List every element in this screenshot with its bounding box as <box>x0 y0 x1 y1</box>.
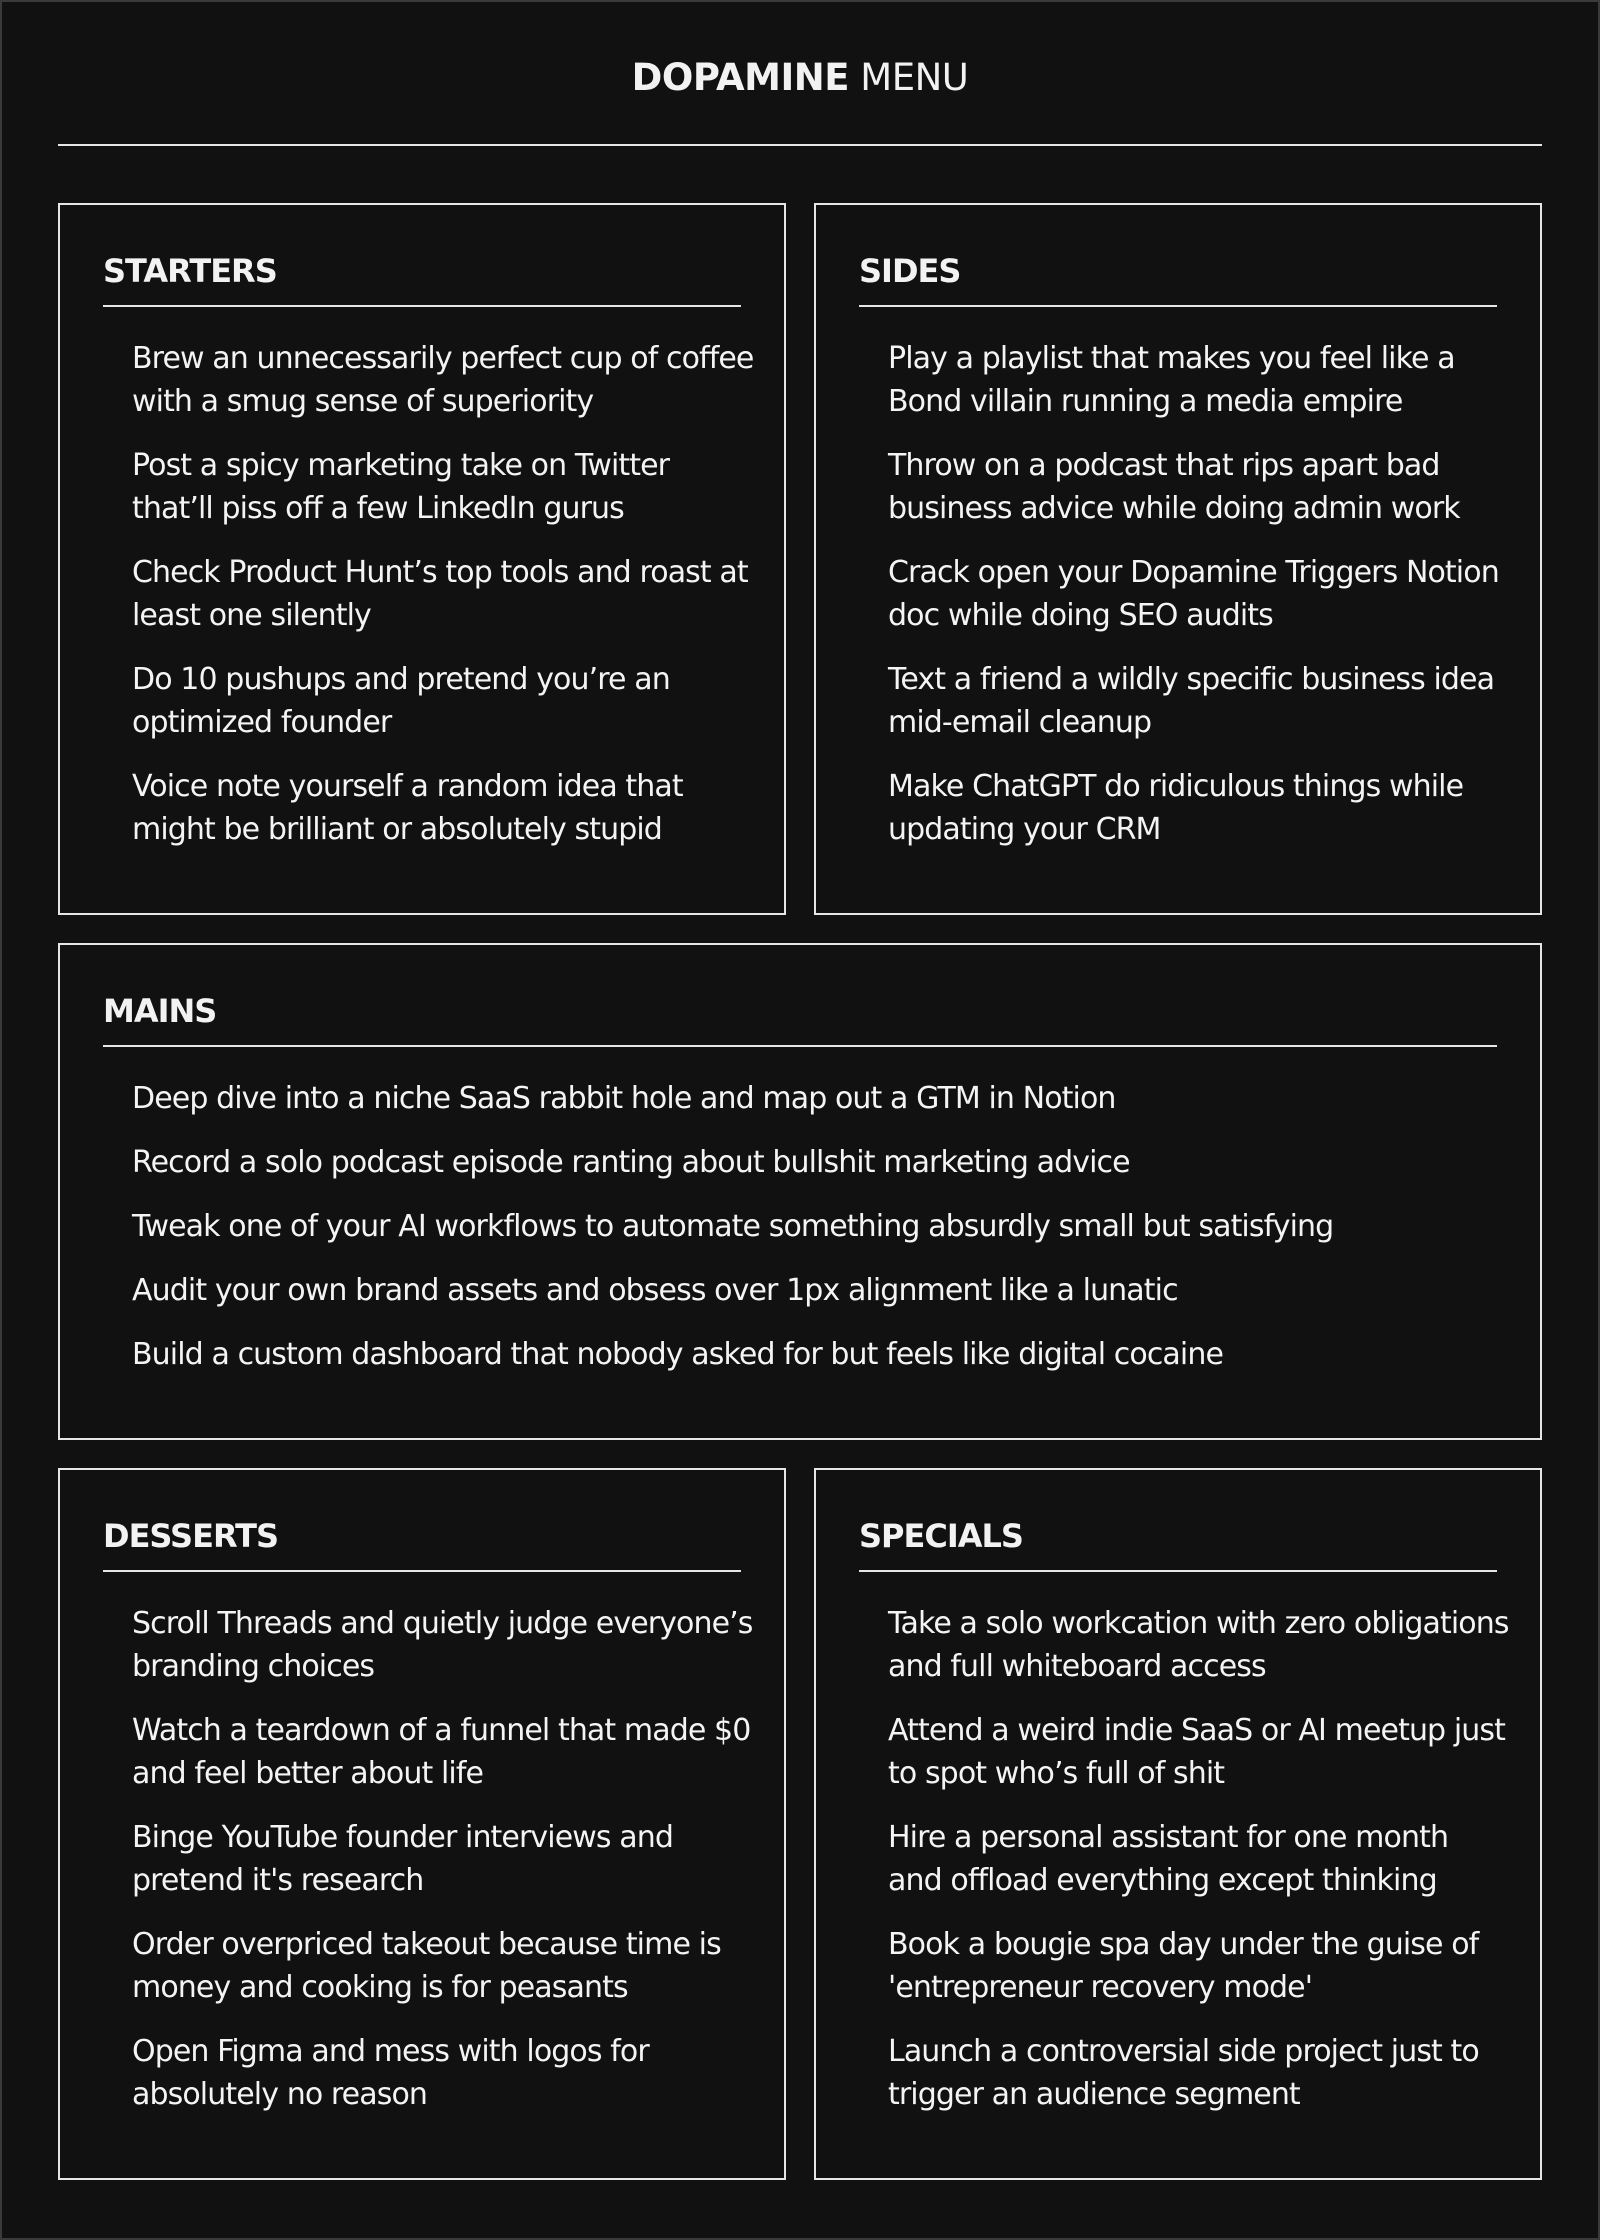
list-item: Post a spicy marketing take on Twitter that’ll piss off a few LinkedIn gurus <box>132 448 670 526</box>
section-title: MAINS <box>103 992 217 1030</box>
section-divider <box>859 305 1497 307</box>
sides-list <box>888 337 1510 872</box>
specials-list <box>888 1602 1510 2137</box>
list-item: Binge YouTube founder interviews and pretend it's research <box>132 1820 673 1898</box>
section-divider <box>103 1570 741 1572</box>
section-title: SIDES <box>859 252 961 290</box>
starters-section <box>58 203 786 915</box>
list-item: Watch a teardown of a funnel that made $0 and feel better about life <box>132 1713 751 1791</box>
section-title: STARTERS <box>103 252 277 290</box>
section-divider <box>103 1045 1497 1047</box>
list-item: Crack open your Dopamine Triggers Notion doc while doing SEO audits <box>888 555 1499 633</box>
section-divider <box>859 1570 1497 1572</box>
title-bold: DOPAMINE <box>631 56 850 99</box>
page-title <box>58 56 1542 100</box>
title-light: MENU <box>860 56 969 99</box>
desserts-list <box>132 1602 754 2137</box>
mains-list <box>132 1077 1510 1397</box>
list-item: Play a playlist that makes you feel like a Bond villain running a media empire <box>888 341 1455 419</box>
list-item: Check Product Hunt’s top tools and roast at least one silently <box>132 555 748 633</box>
list-item: Scroll Threads and quietly judge everyone’s branding choices <box>132 1606 753 1684</box>
list-item: Deep dive into a niche SaaS rabbit hole and map out a GTM in Notion <box>132 1081 1116 1116</box>
list-item: Text a friend a wildly specific business idea mid-email cleanup <box>888 662 1495 740</box>
menu-header <box>58 0 1542 146</box>
section-divider <box>103 305 741 307</box>
list-item: Do 10 pushups and pretend you’re an optimized founder <box>132 662 670 740</box>
list-item: Make ChatGPT do ridiculous things while updating your CRM <box>888 769 1464 847</box>
section-title: SPECIALS <box>859 1517 1023 1555</box>
list-item: Brew an unnecessarily perfect cup of coffee with a smug sense of superiority <box>132 341 754 419</box>
list-item: Throw on a podcast that rips apart bad business advice while doing admin work <box>888 448 1460 526</box>
list-item: Audit your own brand assets and obsess over 1px alignment like a lunatic <box>132 1273 1178 1308</box>
list-item: Voice note yourself a random idea that might be brilliant or absolutely stupid <box>132 769 683 847</box>
sides-section <box>814 203 1542 915</box>
mains-section <box>58 943 1542 1440</box>
list-item: Hire a personal assistant for one month and offload everything except thinking <box>888 1820 1449 1898</box>
starters-list <box>132 337 754 872</box>
list-item: Attend a weird indie SaaS or AI meetup just to spot who’s full of shit <box>888 1713 1505 1791</box>
list-item: Book a bougie spa day under the guise of 'entrepreneur recovery mode' <box>888 1927 1479 2005</box>
desserts-section <box>58 1468 786 2180</box>
section-title: DESSERTS <box>103 1517 279 1555</box>
list-item: Order overpriced takeout because time is money and cooking is for peasants <box>132 1927 721 2005</box>
list-item: Open Figma and mess with logos for absolutely no reason <box>132 2034 649 2112</box>
list-item: Tweak one of your AI workflows to automate something absurdly small but satisfying <box>132 1209 1334 1244</box>
list-item: Launch a controversial side project just to trigger an audience segment <box>888 2034 1479 2112</box>
specials-section <box>814 1468 1542 2180</box>
list-item: Record a solo podcast episode ranting about bullshit marketing advice <box>132 1145 1130 1180</box>
list-item: Take a solo workcation with zero obligations and full whiteboard access <box>888 1606 1509 1684</box>
list-item: Build a custom dashboard that nobody asked for but feels like digital cocaine <box>132 1337 1224 1372</box>
